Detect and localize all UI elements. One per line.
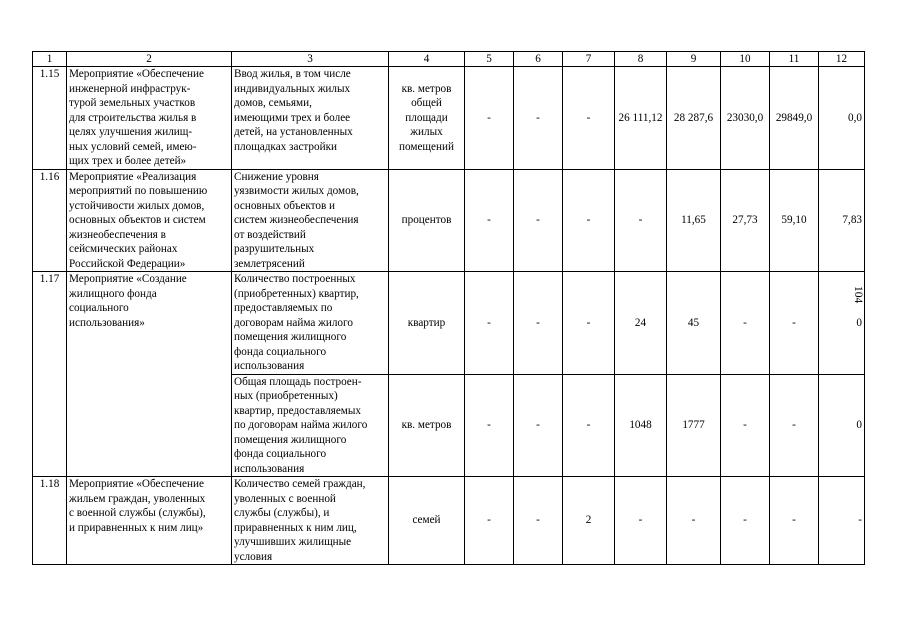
value-cell: 24 [615, 272, 667, 375]
value-cell: - [770, 477, 819, 565]
value-cell: 0 [819, 272, 865, 375]
unit: кв. метров [389, 374, 465, 477]
value-cell: - [514, 374, 563, 477]
value-cell: - [465, 169, 514, 272]
value-cell: 27,73 [721, 169, 770, 272]
value-cell: - [721, 272, 770, 375]
value-cell: 0,0 [819, 67, 865, 170]
value-cell: 28 287,6 [667, 67, 721, 170]
event-name: Мероприятие «Реализация мероприятий по повышению устойчивости жилых домов, основных объектов и систем жизнеобеспечения в сейсмических районах Российской Федерации» [67, 169, 232, 272]
column-number: 3 [232, 52, 389, 67]
unit: процентов [389, 169, 465, 272]
value-cell: - [721, 374, 770, 477]
table-row [33, 67, 865, 170]
value-cell: - [514, 477, 563, 565]
value-cell: 45 [667, 272, 721, 375]
column-number: 11 [770, 52, 819, 67]
event-name: Мероприятие «Создание жилищного фонда социального использования» [67, 272, 232, 477]
value-cell: - [465, 272, 514, 375]
column-number: 12 [819, 52, 865, 67]
row-code: 1.17 [33, 272, 67, 477]
table-row [33, 477, 865, 565]
value-cell: 7,83 [819, 169, 865, 272]
unit: квартир [389, 272, 465, 375]
row-code: 1.15 [33, 67, 67, 170]
value-cell: - [615, 477, 667, 565]
value-cell: - [514, 169, 563, 272]
indicator-name: Ввод жилья, в том числе индивидуальных жилых домов, семьями, имеющими трех и более детей, на установленных площадках застройки [232, 67, 389, 170]
value-cell: - [563, 374, 615, 477]
event-name: Мероприятие «Обеспечение инженерной инфраструк- турой земельных участков для строительства жилья в целях улучшения жилищ- ных условий семей, имею- щих трех и более детей» [67, 67, 232, 170]
value-cell: - [514, 67, 563, 170]
indicator-name: Снижение уровня уязвимости жилых домов, основных объектов и систем жизнеобеспечения от воздействий разрушительных землетрясений [232, 169, 389, 272]
column-number: 5 [465, 52, 514, 67]
unit: кв. метров общей площади жилых помещений [389, 67, 465, 170]
value-cell: - [465, 374, 514, 477]
column-number: 10 [721, 52, 770, 67]
indicators-table [32, 51, 865, 565]
value-cell: 23030,0 [721, 67, 770, 170]
value-cell: - [514, 272, 563, 375]
value-cell: 59,10 [770, 169, 819, 272]
value-cell: 2 [563, 477, 615, 565]
column-number: 4 [389, 52, 465, 67]
unit: семей [389, 477, 465, 565]
value-cell: - [770, 374, 819, 477]
value-cell: - [615, 169, 667, 272]
value-cell: - [563, 169, 615, 272]
value-cell: - [563, 67, 615, 170]
column-number: 9 [667, 52, 721, 67]
table-row [33, 169, 865, 272]
indicator-name: Количество построенных (приобретенных) квартир, предоставляемых по договорам найма жилого помещения жилищного фонда социального использования [232, 272, 389, 375]
column-number-row [33, 52, 865, 67]
value-cell: - [563, 272, 615, 375]
event-name: Мероприятие «Обеспечение жильем граждан, уволенных с военной службы (службы), и приравненных к ним лиц» [67, 477, 232, 565]
value-cell: 0 [819, 374, 865, 477]
value-cell: - [721, 477, 770, 565]
value-cell: 11,65 [667, 169, 721, 272]
indicators-table-wrapper [32, 51, 865, 565]
column-number: 8 [615, 52, 667, 67]
column-number: 2 [67, 52, 232, 67]
value-cell: - [819, 477, 865, 565]
value-cell: - [465, 477, 514, 565]
value-cell: 1777 [667, 374, 721, 477]
page-number: 104 [852, 286, 864, 304]
column-number: 6 [514, 52, 563, 67]
column-number: 7 [563, 52, 615, 67]
value-cell: 1048 [615, 374, 667, 477]
value-cell: 29849,0 [770, 67, 819, 170]
indicator-name: Количество семей граждан, уволенных с военной службы (службы), и приравненных к ним лиц, улучшивших жилищные условия [232, 477, 389, 565]
value-cell: - [770, 272, 819, 375]
table-row [33, 272, 865, 375]
row-code: 1.18 [33, 477, 67, 565]
column-number: 1 [33, 52, 67, 67]
indicator-name: Общая площадь построен- ных (приобретенных) квартир, предоставляемых по договорам найма жилого помещения жилищного фонда социального использования [232, 374, 389, 477]
value-cell: - [465, 67, 514, 170]
value-cell: - [667, 477, 721, 565]
value-cell: 26 111,12 [615, 67, 667, 170]
row-code: 1.16 [33, 169, 67, 272]
